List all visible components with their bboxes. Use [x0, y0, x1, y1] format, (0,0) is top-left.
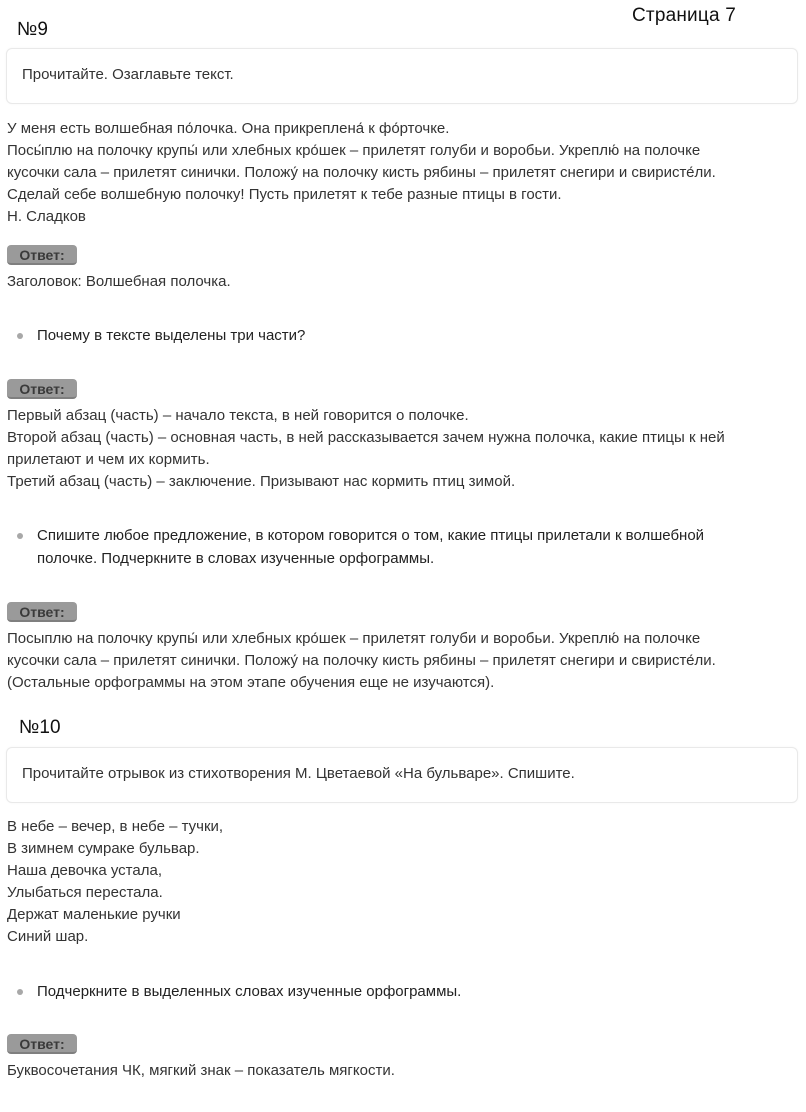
poem-line: Улыбаться перестала.: [7, 884, 163, 901]
answer-1-text: Заголовок: Волшебная полочка.: [7, 273, 231, 290]
answer-label: Ответ:: [7, 379, 77, 399]
poem-line: Синий шар.: [7, 928, 89, 945]
answer-line: прилетают и чем их кормить.: [7, 451, 210, 468]
poem-line: Держат маленькие ручки: [7, 906, 181, 923]
text-line: Сделай себе волшебную полочку! Пусть прилетят к тебе разные птицы в гости.: [7, 186, 562, 203]
poem-line: В небе – вечер, в небе – тучки,: [7, 818, 224, 835]
task-9-instruction: Прочитайте. Озаглавьте текст.: [22, 66, 234, 83]
bullet-icon: [17, 333, 23, 339]
answer-line: Посыплю на полочку крупы́ или хлебных кро́шек – прилетят голуби и воробьи. Укреплю́ на полочке: [7, 630, 701, 647]
task-10-answer: Буквосочетания ЧК, мягкий знак – показатель мягкости.: [7, 1062, 395, 1079]
answer-line: Второй абзац (часть) – основная часть, в ней рассказывается зачем нужна полочка, какие птицы к ней: [7, 429, 725, 446]
bullet-icon: [17, 989, 23, 995]
answer-label: Ответ:: [7, 1034, 77, 1054]
question-3-line: полочке. Подчеркните в словах изученные орфограммы.: [37, 550, 435, 567]
page-number-label: Страница 7: [632, 5, 736, 26]
text-author: Н. Сладков: [7, 208, 86, 225]
poem-line: В зимнем сумраке бульвар.: [7, 840, 200, 857]
text-line: Посы́плю на полочку крупы́ или хлебных кро́шек – прилетят голуби и воробьи. Укреплю́ на полочке: [7, 142, 701, 159]
task-10-number: №10: [19, 717, 61, 738]
bullet-icon: [17, 533, 23, 539]
answer-line: Первый абзац (часть) – начало текста, в ней говорится о полочке.: [7, 407, 469, 424]
question-3-line: Спишите любое предложение, в котором говорится о том, какие птицы прилетали к волшебной: [37, 527, 705, 544]
answer-line: кусочки сала – прилетят синички. Положу́ на полочку кисть рябины – прилетят снегири и свиристе́ли.: [7, 652, 716, 669]
text-line: У меня есть волшебная по́лочка. Она прикреплена́ к фо́рточке.: [7, 120, 450, 137]
answer-line: (Остальные орфограммы на этом этапе обучения еще не изучаются).: [7, 674, 495, 691]
answer-line: Третий абзац (часть) – заключение. Призывают нас кормить птиц зимой.: [7, 473, 516, 490]
task-9-number: №9: [17, 19, 48, 40]
task-10-question: Подчеркните в выделенных словах изученные орфограммы.: [37, 983, 462, 1000]
task-9-instruction-box: [6, 48, 798, 104]
poem-line: Наша девочка устала,: [7, 862, 162, 879]
question-2: Почему в тексте выделены три части?: [37, 327, 306, 344]
answer-label: Ответ:: [7, 245, 77, 265]
answer-label: Ответ:: [7, 602, 77, 622]
task-10-instruction: Прочитайте отрывок из стихотворения М. Цветаевой «На бульваре». Спишите.: [22, 765, 575, 782]
text-line: кусочки сала – прилетят синички. Положу́ на полочку кисть рябины – прилетят снегири и свиристе́ли.: [7, 164, 716, 181]
task-10-instruction-box: [6, 747, 798, 803]
